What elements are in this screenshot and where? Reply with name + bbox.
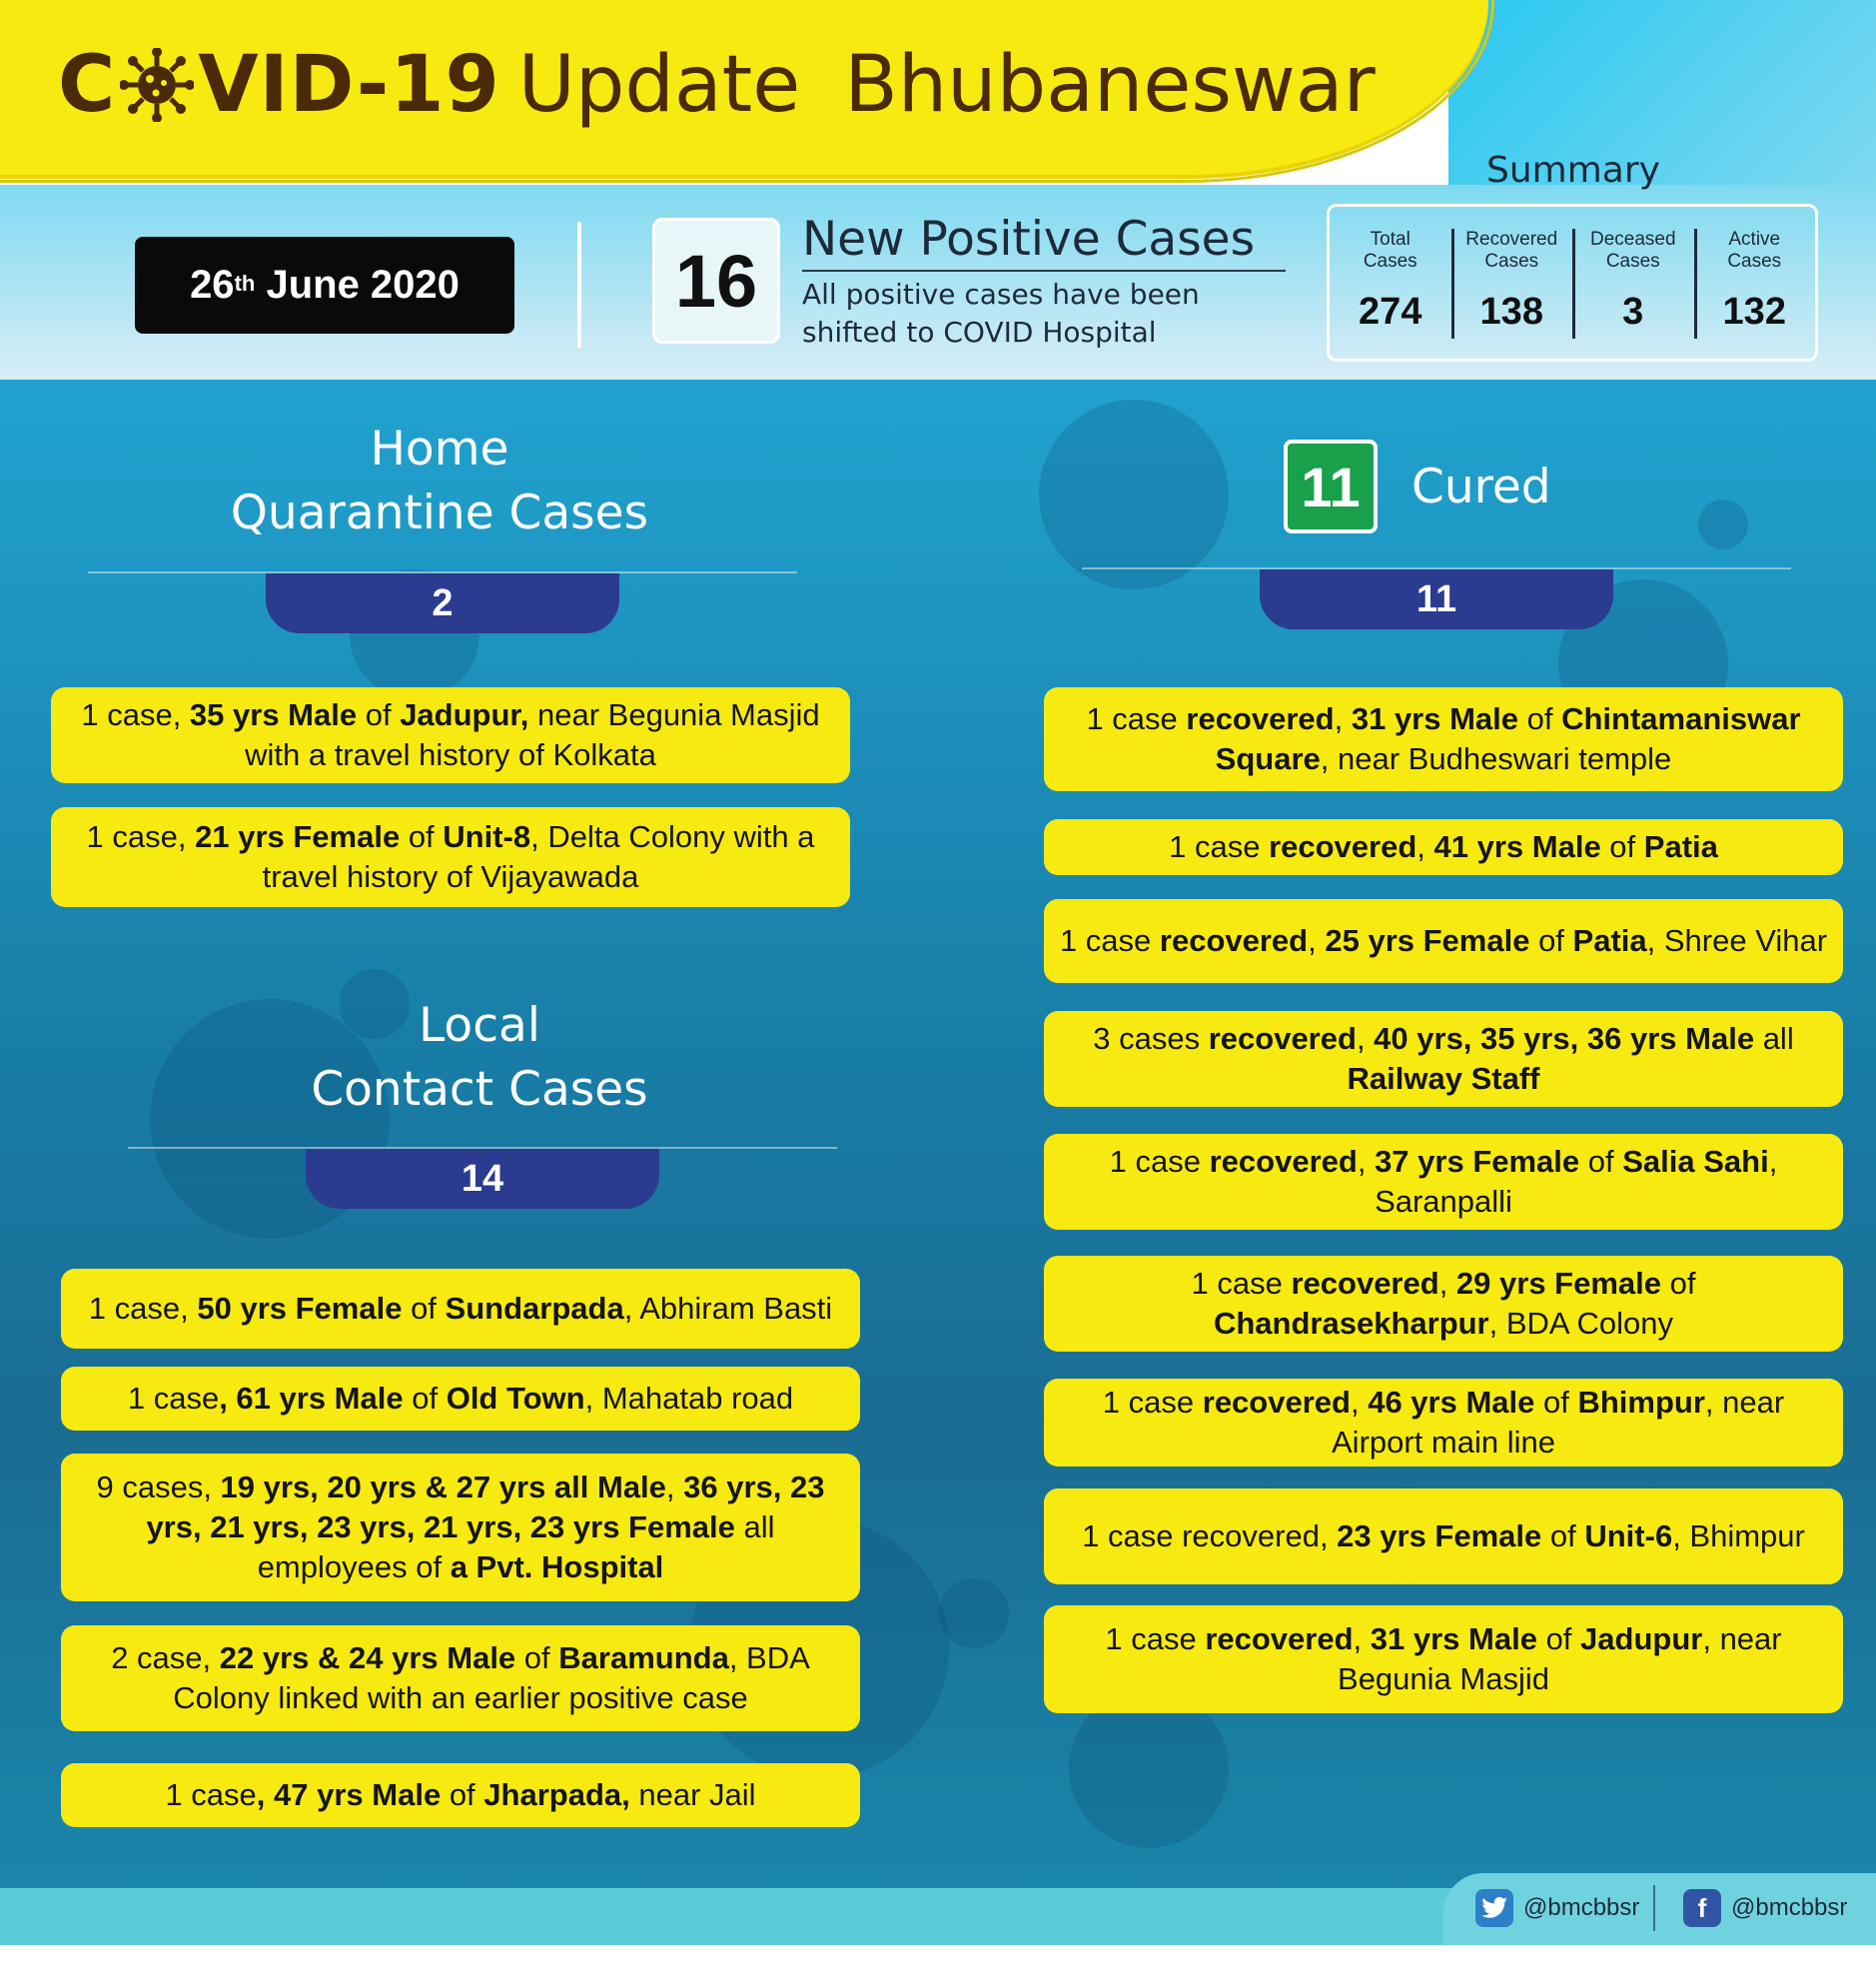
decor-virus-bubble [1698, 499, 1748, 549]
decor-virus-bubble [939, 1578, 1009, 1648]
summary-active [1694, 207, 1816, 359]
summary-label: Active [1728, 229, 1781, 250]
case-text: 1 case, 35 yrs Male of Jadupur, near Begunia Masjid with a travel history of Kolkata [81, 697, 820, 772]
date-badge [135, 237, 514, 334]
twitter-icon [1475, 1889, 1513, 1927]
local-contact-title [220, 994, 739, 1122]
cured-case-card [1044, 1134, 1843, 1230]
cured-count: 11 [1260, 569, 1613, 629]
local-contact-count: 14 [306, 1149, 659, 1209]
summary-value: 132 [1722, 291, 1786, 333]
summary-value: 138 [1479, 291, 1543, 333]
home-quarantine-title-line1: Home [370, 422, 509, 477]
case-text: 1 case recovered, 23 yrs Female of Unit-6, Bhimpur [1082, 1518, 1805, 1553]
local-case-card [61, 1367, 860, 1431]
date-suffix: th [234, 270, 256, 296]
title-city: Bhubaneswar [844, 40, 1376, 130]
title-c: C [58, 40, 117, 130]
summary-label: Cases [1605, 251, 1660, 272]
summary-label: Total [1370, 229, 1410, 250]
local-case-card [61, 1269, 860, 1349]
facebook-icon: f [1683, 1889, 1721, 1927]
case-text: 1 case, 50 yrs Female of Sundarpada, Abhiram Basti [88, 1291, 833, 1326]
title-update: Update [517, 40, 801, 130]
new-cases-count: 16 [652, 218, 780, 344]
summary-deceased [1572, 207, 1694, 359]
summary-label: Recovered [1465, 229, 1558, 250]
home-quarantine-count: 2 [266, 573, 619, 633]
case-text: 1 case recovered, 37 yrs Female of Salia Sahi, Saranpalli [1109, 1144, 1778, 1219]
facebook-link[interactable] [1683, 1889, 1847, 1927]
cured-case-card [1044, 687, 1843, 791]
case-text: 1 case recovered, 41 yrs Male of Patia [1169, 829, 1718, 864]
virus-icon [120, 48, 194, 122]
cured-count-badge: 11 [1284, 440, 1378, 533]
cured-case-card [1044, 1379, 1843, 1467]
case-text: 1 case recovered, 25 yrs Female of Patia, Shree Vihar [1059, 923, 1828, 958]
social-divider [1653, 1885, 1655, 1931]
social-links [1443, 1873, 1876, 1945]
local-case-card [61, 1763, 860, 1827]
title-vid19: VID-19 [198, 40, 500, 130]
case-text: 2 case, 22 yrs & 24 yrs Male of Baramunda, BDA Colony linked with an earlier positive case [111, 1640, 810, 1715]
new-cases-rule [802, 270, 1286, 272]
summary-title: Summary [1486, 150, 1660, 191]
twitter-handle: @bmcbbsr [1523, 1894, 1640, 1921]
summary-box [1327, 204, 1818, 362]
summary-total [1330, 207, 1451, 359]
cured-case-card [1044, 1488, 1843, 1584]
summary-label: Deceased [1589, 229, 1676, 250]
case-text: 1 case, 21 yrs Female of Unit-8, Delta Colony with a travel history of Vijayawada [86, 819, 815, 894]
cured-case-card [1044, 1605, 1843, 1713]
case-text: 1 case recovered, 29 yrs Female of Chandrasekharpur, BDA Colony [1191, 1266, 1696, 1341]
header-divider [577, 222, 581, 348]
new-cases-subtitle: All positive cases have been shifted to COVID Hospital [802, 278, 1200, 349]
home-quarantine-title [180, 418, 699, 545]
summary-recovered [1451, 207, 1573, 359]
page-title [58, 40, 1376, 130]
case-text: 1 case, 61 yrs Male of Old Town, Mahatab road [127, 1381, 794, 1416]
cured-case-card [1044, 819, 1843, 875]
summary-value: 274 [1359, 291, 1422, 333]
decor-virus-bubble [1039, 400, 1229, 589]
local-contact-title-line1: Local [419, 998, 540, 1053]
local-case-card [61, 1454, 860, 1601]
facebook-handle: @bmcbbsr [1731, 1894, 1848, 1921]
cured-case-card [1044, 1256, 1843, 1352]
case-text: 1 case recovered, 46 yrs Male of Bhimpur, near Airport main line [1102, 1385, 1785, 1460]
case-text: 1 case recovered, 31 yrs Male of Jadupur, near Begunia Masjid [1105, 1621, 1782, 1696]
local-case-card [61, 1625, 860, 1731]
summary-label: Cases [1727, 251, 1782, 272]
home-case-card [51, 687, 850, 783]
cured-case-card [1044, 899, 1843, 983]
local-contact-title-line2: Contact Cases [311, 1062, 648, 1117]
case-text: 1 case, 47 yrs Male of Jharpada, near Jail [165, 1777, 756, 1812]
summary-value: 3 [1622, 291, 1644, 333]
summary-label: Cases [1363, 251, 1417, 272]
date-month-year: June 2020 [266, 263, 460, 307]
date-day: 26 [190, 263, 235, 307]
cured-title: Cured [1411, 460, 1551, 514]
twitter-link[interactable] [1475, 1889, 1639, 1927]
home-case-card [51, 807, 850, 907]
footer-rim [0, 1945, 1876, 1975]
case-text: 3 cases recovered, 40 yrs, 35 yrs, 36 yrs Male all Railway Staff [1093, 1021, 1794, 1096]
home-quarantine-title-line2: Quarantine Cases [230, 486, 649, 540]
case-text: 1 case recovered, 31 yrs Male of Chintamaniswar Square, near Budheswari temple [1086, 701, 1801, 776]
summary-label: Cases [1484, 251, 1539, 272]
cured-case-card [1044, 1011, 1843, 1107]
new-cases-title: New Positive Cases [802, 212, 1256, 267]
case-text: 9 cases, 19 yrs, 20 yrs & 27 yrs all Male, 36 yrs, 23 yrs, 21 yrs, 23 yrs, 21 yrs, 23 yrs Female all employees of a Pvt. Hospital [96, 1470, 825, 1584]
